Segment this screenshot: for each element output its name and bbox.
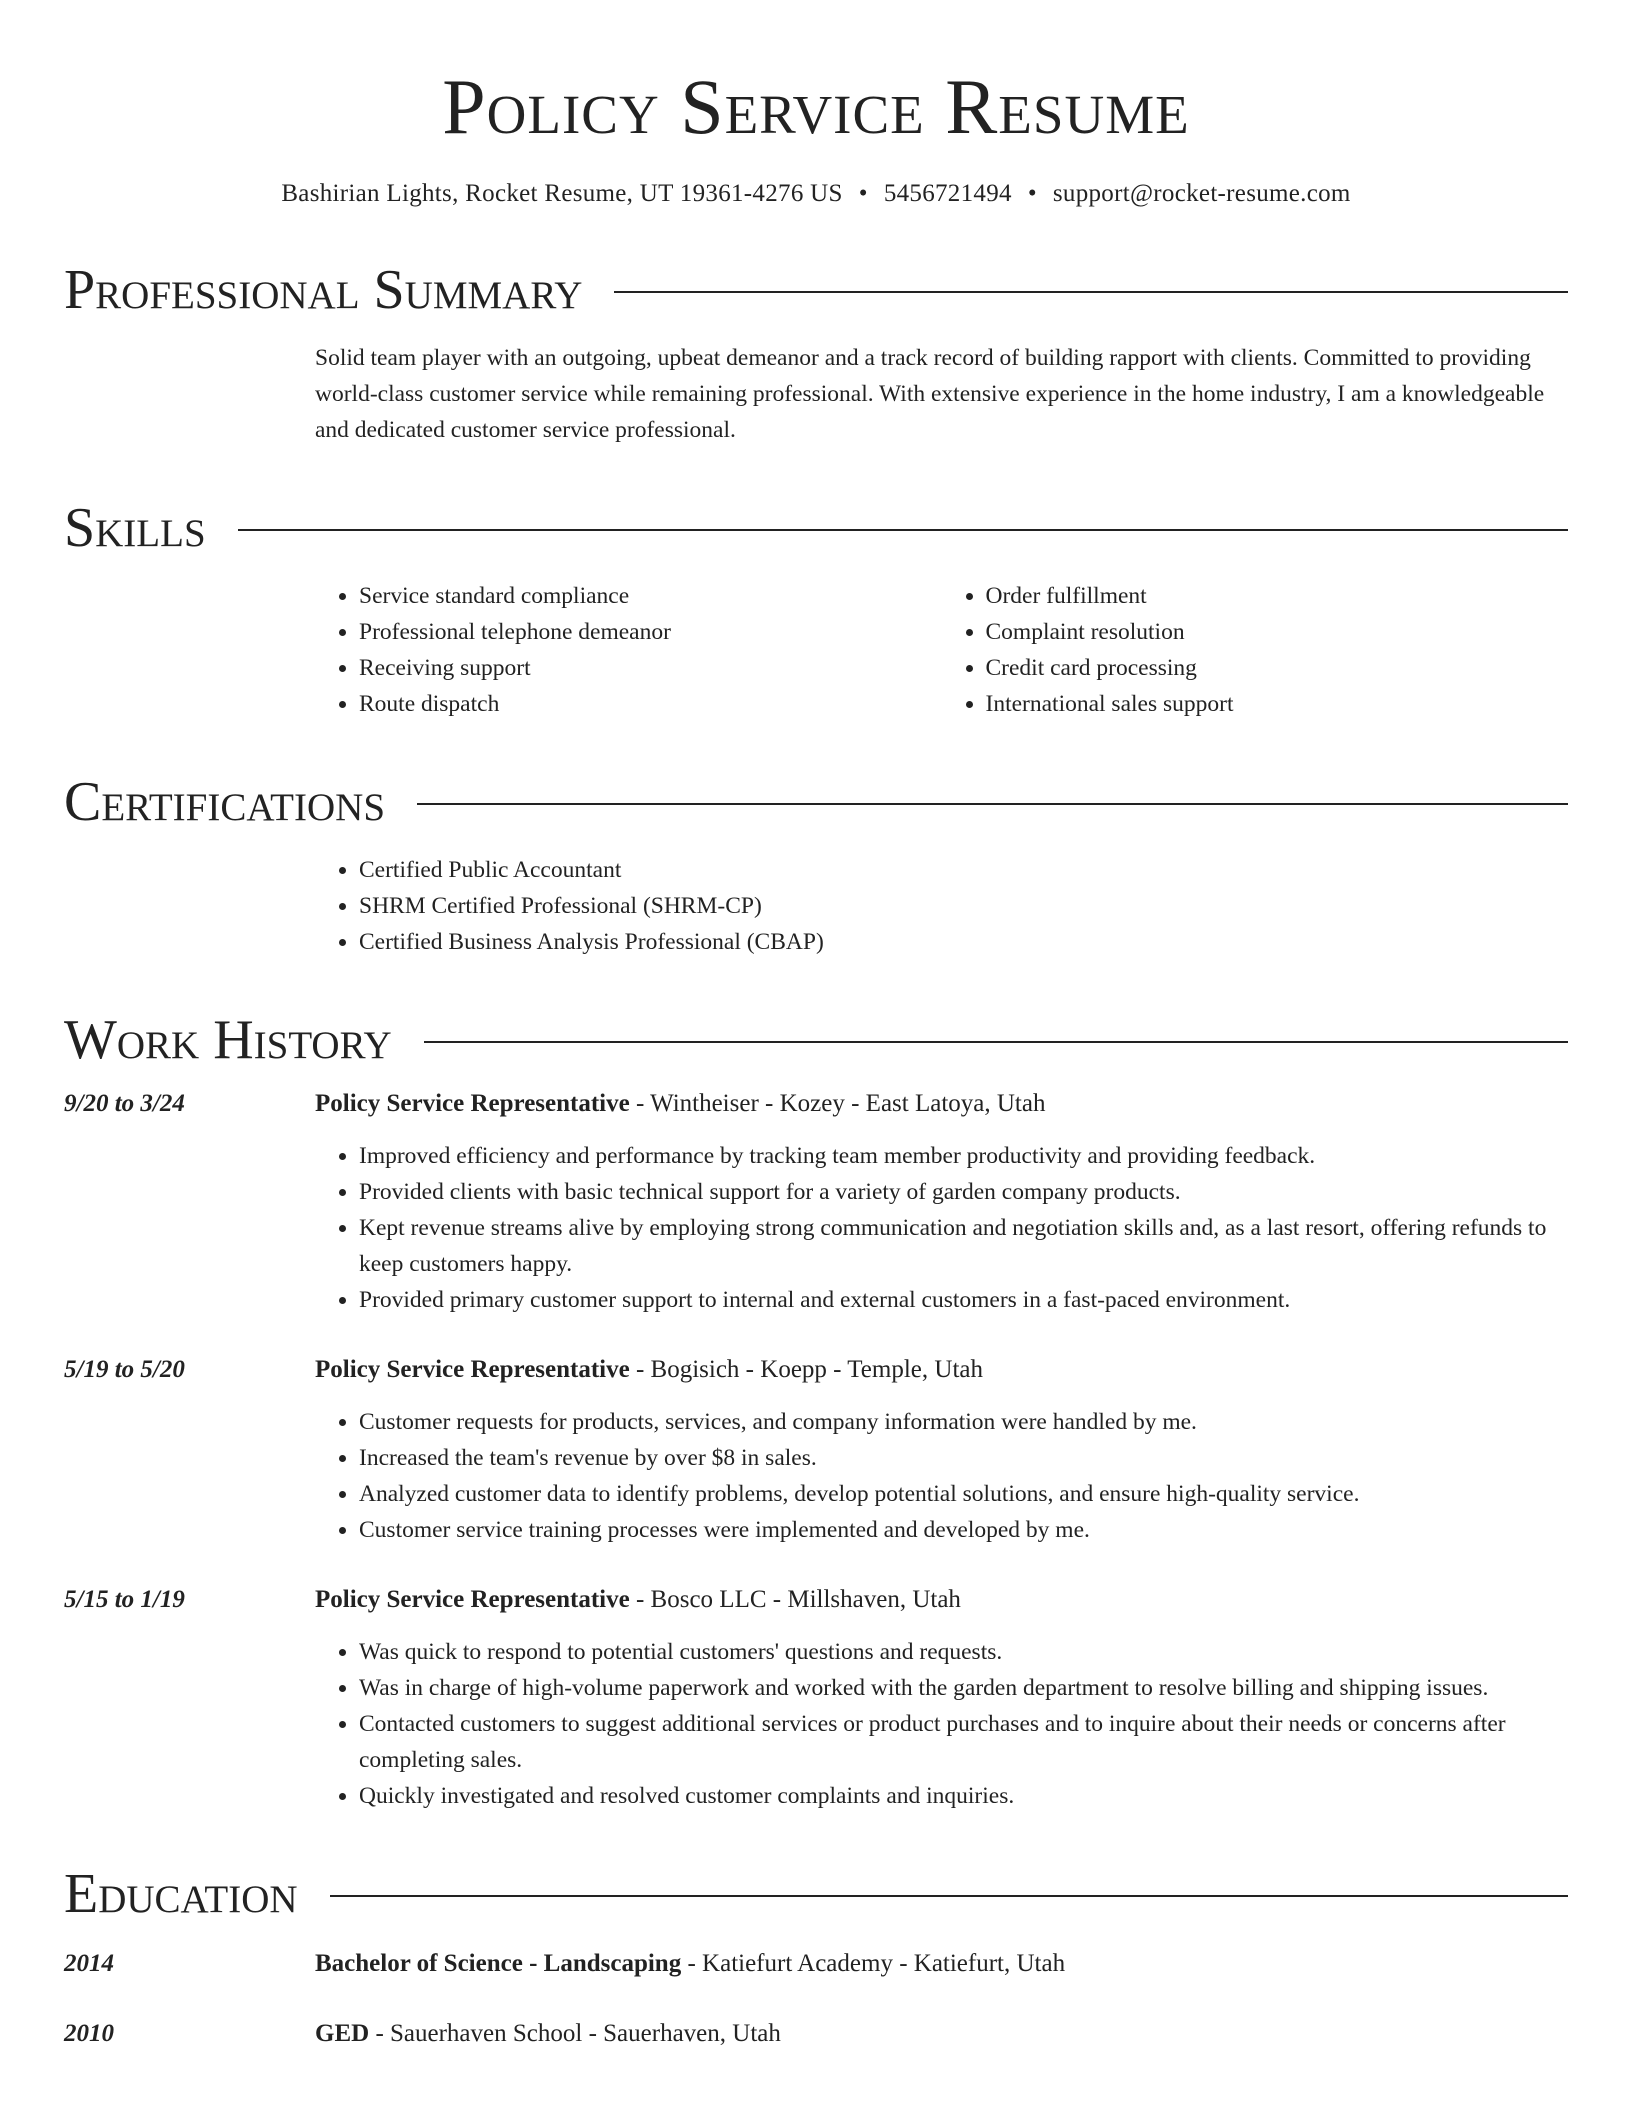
job-company: - Bosco LLC - Millshaven, Utah: [629, 1586, 961, 1613]
skill-item: • Credit card processing: [986, 650, 1569, 686]
job-title-line: [315, 1086, 1568, 1122]
job-bullet: • Customer service training processes were implemented and developed by me.: [359, 1512, 1568, 1548]
summary-text: Solid team player with an outgoing, upbeat demeanor and a track record of building rapport with clients. Committed to providing world-class customer service while remaining professional. With extensive experience in the home industry, I am a knowledgeable and dedicated customer service professional.: [315, 345, 1545, 443]
job-bullet: • Improved efficiency and performance by tracking team member productivity and providing feedback.: [359, 1138, 1568, 1174]
resume-title: Policy Service Resume: [442, 63, 1190, 150]
resume-page: [64, 0, 1568, 2052]
certification-item: • Certified Business Analysis Professional (CBAP): [359, 924, 1568, 960]
job-company: - Wintheiser - Kozey - East Latoya, Utah: [629, 1090, 1046, 1117]
job-title-line: [315, 1582, 1568, 1618]
job-header: [64, 1582, 1568, 1618]
section-divider: [614, 291, 1568, 293]
education-line: [315, 1946, 1568, 1982]
certifications-heading: Certifications: [64, 771, 386, 833]
job-bullet: • Customer requests for products, services, and company information were handled by me.: [359, 1404, 1568, 1440]
skill-item: • Order fulfillment: [986, 578, 1569, 614]
job-title: Policy Service Representative: [315, 1586, 630, 1613]
certifications-list: [315, 852, 1568, 960]
work-section-header: [64, 1010, 1568, 1070]
contact-address: Bashirian Lights, Rocket Resume, UT 19361-4276 US: [281, 180, 843, 207]
job-dates: 9/20 to 3/24: [64, 1090, 185, 1117]
job-bullet: • Provided clients with basic technical support for a variety of garden company products.: [359, 1174, 1568, 1210]
contact-separator: •: [858, 180, 868, 207]
education-year: 2014: [64, 1950, 114, 1977]
contact-separator: •: [1027, 180, 1037, 207]
skills-section-header: [64, 498, 1568, 558]
skill-item: • Route dispatch: [359, 686, 942, 722]
job-entry: [64, 1352, 1568, 1548]
education-school: - Sauerhaven School - Sauerhaven, Utah: [369, 2020, 781, 2047]
summary-heading: Professional Summary: [64, 259, 583, 321]
section-divider: [424, 1041, 1568, 1043]
certifications-section-header: [64, 772, 1568, 832]
education-entry: [64, 1946, 1568, 1982]
job-entry: [64, 1582, 1568, 1814]
skills-column-left: [315, 578, 942, 722]
education-school: - Katiefurt Academy - Katiefurt, Utah: [681, 1950, 1066, 1977]
job-bullet: • Contacted customers to suggest additional services or product purchases and to inquire about their needs or concerns after completing sales.: [359, 1706, 1568, 1778]
contact-email: support@rocket-resume.com: [1052, 180, 1351, 207]
job-bullet: • Kept revenue streams alive by employing strong communication and negotiation skills and, as a last resort, offering refunds to keep customers happy.: [359, 1210, 1568, 1282]
work-heading: Work History: [64, 1009, 392, 1071]
job-company: - Bogisich - Koepp - Temple, Utah: [629, 1356, 983, 1383]
skill-item: • International sales support: [986, 686, 1569, 722]
skill-item: • Receiving support: [359, 650, 942, 686]
job-dates: 5/19 to 5/20: [64, 1356, 185, 1383]
certification-item: • SHRM Certified Professional (SHRM-CP): [359, 888, 1568, 924]
education-year: 2010: [64, 2020, 114, 2047]
skills-column-right: [942, 578, 1569, 722]
job-title-line: [315, 1352, 1568, 1388]
section-divider: [330, 1895, 1568, 1897]
section-divider: [417, 803, 1568, 805]
job-entry: [64, 1086, 1568, 1318]
job-title: Policy Service Representative: [315, 1090, 630, 1117]
job-title: Policy Service Representative: [315, 1356, 630, 1383]
section-divider: [238, 529, 1568, 531]
job-bullet: • Increased the team's revenue by over $8 in sales.: [359, 1440, 1568, 1476]
contact-phone: 5456721494: [883, 180, 1012, 207]
job-bullets: [315, 1138, 1568, 1318]
certifications-items: [315, 852, 1568, 960]
skill-item: • Service standard compliance: [359, 578, 942, 614]
job-header: [64, 1086, 1568, 1122]
job-bullet: • Was quick to respond to potential customers' questions and requests.: [359, 1634, 1568, 1670]
job-bullet: • Was in charge of high-volume paperwork and worked with the garden department to resolve billing and shipping issues.: [359, 1670, 1568, 1706]
skills-heading: Skills: [64, 497, 206, 559]
skills-list: [315, 578, 1568, 722]
job-bullet: • Quickly investigated and resolved customer complaints and inquiries.: [359, 1778, 1568, 1814]
job-bullet: • Provided primary customer support to internal and external customers in a fast-paced environment.: [359, 1282, 1568, 1318]
education-line: [315, 2016, 1568, 2052]
job-header: [64, 1352, 1568, 1388]
skill-item: • Complaint resolution: [986, 614, 1569, 650]
job-bullet: • Analyzed customer data to identify problems, develop potential solutions, and ensure high-quality service.: [359, 1476, 1568, 1512]
education-entry: [64, 2016, 1568, 2052]
job-bullets: [315, 1634, 1568, 1814]
education-section-header: [64, 1864, 1568, 1924]
education-degree: GED: [315, 2020, 370, 2047]
education-degree: Bachelor of Science - Landscaping: [315, 1950, 682, 1977]
job-bullets: [315, 1404, 1568, 1548]
certification-item: • Certified Public Accountant: [359, 852, 1568, 888]
education-heading: Education: [64, 1863, 298, 1925]
skill-item: • Professional telephone demeanor: [359, 614, 942, 650]
job-dates: 5/15 to 1/19: [64, 1586, 185, 1613]
summary-section-header: [64, 260, 1568, 320]
contact-line: [64, 178, 1568, 210]
